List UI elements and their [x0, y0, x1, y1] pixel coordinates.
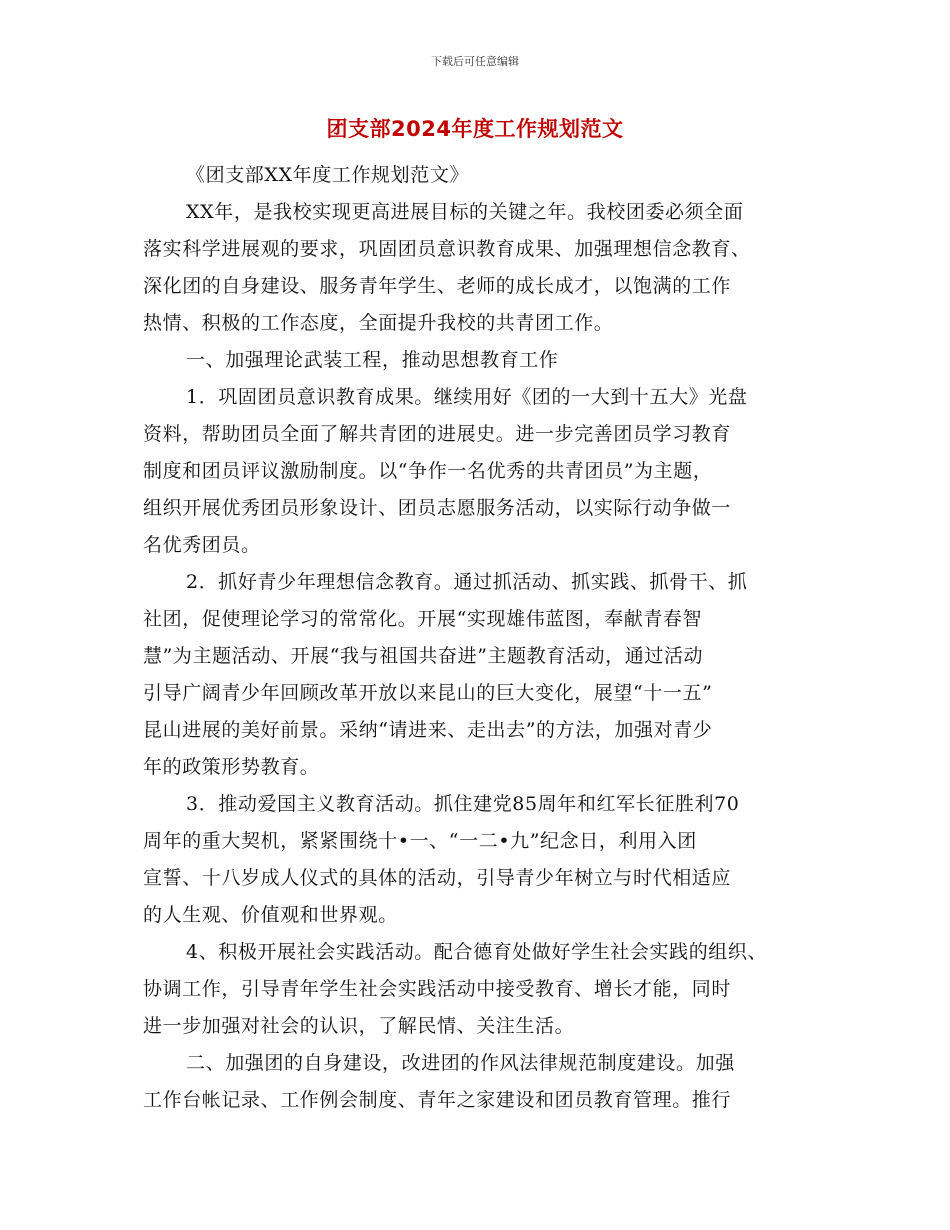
paragraph-line: 协调工作，引导青年学生社会实践活动中接受教育、增长才能，同时 [143, 978, 732, 1000]
paragraph-line: 引导广阔青少年回顾改革开放以来昆山的巨大变化，展望“十一五” [143, 682, 713, 704]
paragraph-line: 的人生观、价值观和世界观。 [143, 904, 398, 926]
paragraph-line: 2．抓好青少年理想信念教育。通过抓活动、抓实践、抓骨干、抓 [186, 571, 748, 593]
paragraph-line: 名优秀团员。 [143, 534, 261, 556]
paragraph-line: 组织开展优秀团员形象设计、团员志愿服务活动，以实际行动争做一 [143, 497, 732, 519]
paragraph-line: 年的政策形势教育。 [143, 756, 320, 778]
subtitle-line: 《团支部XX年度工作规划范文》 [186, 164, 470, 186]
paragraph-line: 落实科学进展观的要求，巩固团员意识教育成果、加强理想信念教育、 [143, 238, 751, 260]
paragraph-line: 昆山进展的美好前景。采纳“请进来、走出去”的方法，加强对青少 [143, 719, 713, 741]
document-title: 团支部2024年度工作规划范文 [326, 117, 624, 141]
paragraph-line: 周年的重大契机，紧紧围绕十•一、“一二•九”纪念日，利用入团 [143, 830, 697, 852]
paragraph-line: 4、积极开展社会实践活动。配合德育处做好学生社会实践的组织、 [186, 941, 768, 963]
paragraph-line: 热情、积极的工作态度，全面提升我校的共青团工作。 [143, 312, 614, 334]
paragraph-line: 工作台帐记录、工作例会制度、青年之家建设和团员教育管理。推行 [143, 1089, 732, 1111]
page-header-note: 下载后可任意编辑 [431, 55, 519, 68]
paragraph-line: 慧”为主题活动、开展“我与祖国共奋进”主题教育活动，通过活动 [143, 645, 704, 667]
section-heading: 二、加强团的自身建设，改进团的作风法律规范制度建设。加强 [186, 1052, 735, 1074]
paragraph-line: 1．巩固团员意识教育成果。继续用好《团的一大到十五大》光盘 [186, 386, 748, 408]
paragraph-line: XX年，是我校实现更高进展目标的关键之年。我校团委必须全面 [186, 201, 744, 223]
paragraph-line: 资料，帮助团员全面了解共青团的进展史。进一步完善团员学习教育 [143, 423, 732, 445]
section-heading: 一、加强理论武装工程，推动思想教育工作 [186, 349, 559, 371]
paragraph-line: 进一步加强对社会的认识，了解民情、关注生活。 [143, 1015, 575, 1037]
paragraph-line: 社团，促使理论学习的常常化。开展“实现雄伟蓝图，奉献青春智 [143, 608, 703, 630]
paragraph-line: 制度和团员评议激励制度。以“争作一名优秀的共青团员”为主题， [143, 460, 713, 482]
paragraph-line: 宣誓、十八岁成人仪式的具体的活动，引导青少年树立与时代相适应 [143, 867, 732, 889]
paragraph-line: 3．推动爱国主义教育活动。抓住建党85周年和红军长征胜利70 [186, 793, 740, 815]
paragraph-line: 深化团的自身建设、服务青年学生、老师的成长成才，以饱满的工作 [143, 275, 732, 297]
